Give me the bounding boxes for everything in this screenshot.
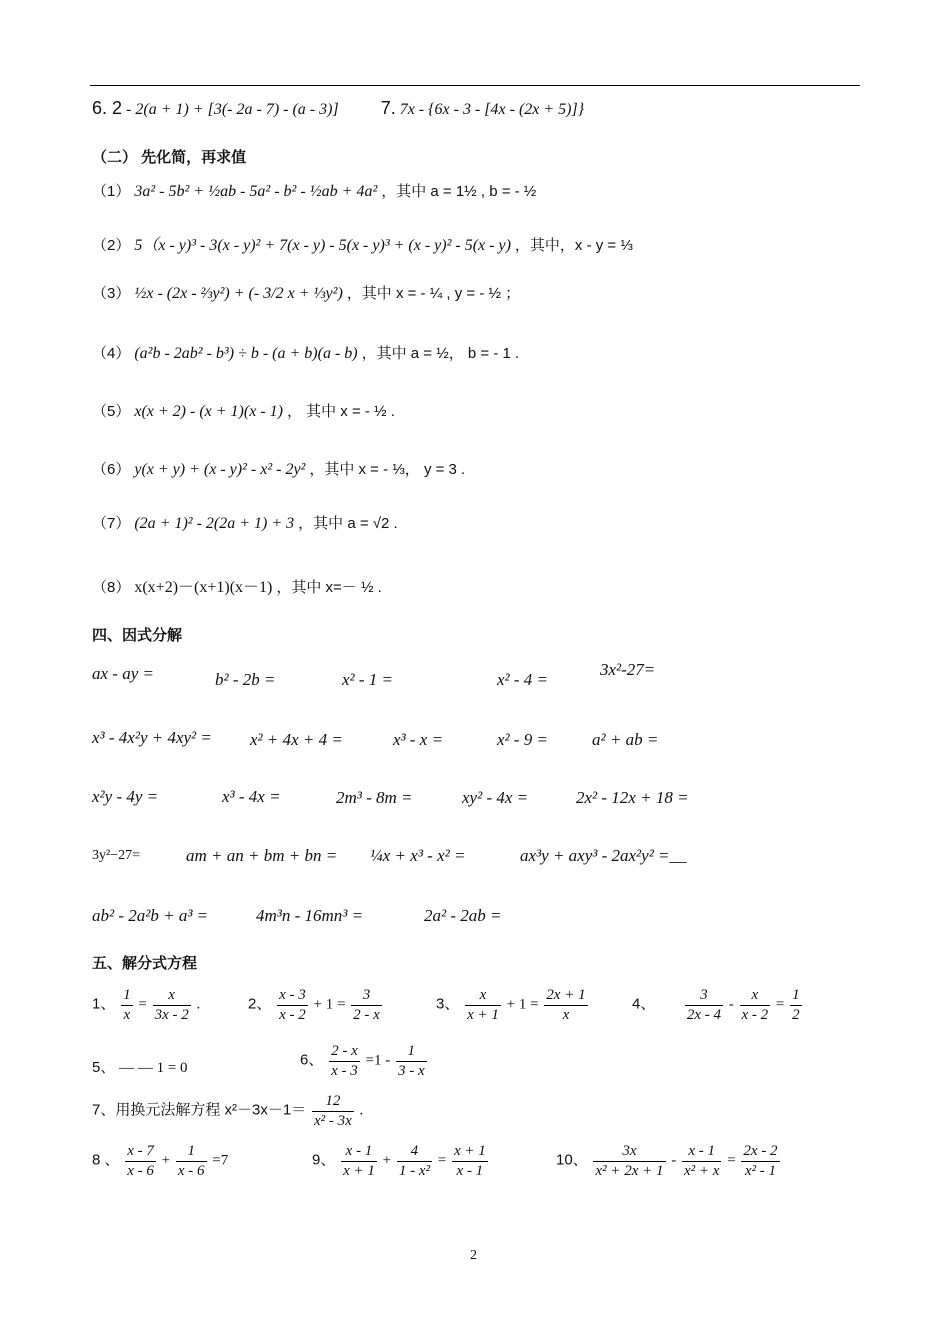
item-label: （6） [92, 461, 131, 478]
denominator: x - 6 [177, 1162, 205, 1179]
numerator: x - 1 [341, 1142, 377, 1162]
problem-6-expression: - 2(a + 1) + [3(- 2a - 7) - (a - 3)] [126, 101, 339, 118]
numerator: x - 7 [125, 1142, 156, 1162]
punctuation: . [196, 996, 201, 1013]
problem-6-label: 6. 2 [92, 98, 123, 118]
item-condition: ，其中 x = - ¼ , y = - ½ ； [346, 285, 521, 302]
numerator: 3 [685, 986, 723, 1006]
factor-item: xy² - 4x = [462, 788, 529, 807]
simplify-item-2 [92, 232, 892, 255]
punctuation: . [359, 1102, 364, 1119]
operator: =1 - [365, 1052, 391, 1069]
numerator: 1 [790, 986, 802, 1006]
numerator: x [740, 986, 771, 1006]
denominator: 2 - x [353, 1006, 380, 1023]
equation-8 [92, 1142, 228, 1181]
item-label: （2） [92, 237, 131, 254]
numerator: x [465, 986, 501, 1006]
simplify-item-6 [92, 458, 892, 479]
factor-item: x³ - 4x = [222, 787, 281, 806]
item-expression: (a²b - 2ab² - b³) ÷ b - (a + b)(a - b) [134, 345, 358, 362]
equation-5 [92, 1056, 188, 1077]
item-condition: ，其中 a = √2 . [298, 515, 398, 532]
item-label: （3） [92, 285, 131, 302]
denominator: x + 1 [343, 1162, 375, 1179]
item-expression: y(x + y) + (x - y)² - x² - 2y² [134, 461, 306, 478]
denominator: x - 1 [456, 1162, 484, 1179]
factor-item: x² - 1 = [342, 670, 394, 689]
item-label: （5） [92, 403, 131, 420]
factor-item: 2a² - 2ab = [424, 906, 502, 925]
operator: + 1 = [313, 996, 346, 1013]
operator: = [437, 1152, 447, 1169]
numerator: 1 [176, 1142, 207, 1162]
equation-1 [92, 986, 200, 1025]
denominator: x - 2 [279, 1006, 306, 1023]
numerator: 4 [397, 1142, 432, 1162]
numerator: x [153, 986, 191, 1006]
factor-item: 2x² - 12x + 18 = [576, 788, 689, 807]
factor-item: 3x²-27= [600, 660, 656, 679]
item-expression: 3a² - 5b² + ½ab - 5a² - b² - ½ab + 4a² [134, 183, 378, 200]
equation-label: 3、 [436, 995, 460, 1013]
denominator: x + 1 [467, 1006, 499, 1023]
item-label: （8） [92, 579, 131, 596]
equation-label: 10、 [556, 1151, 588, 1169]
operator: - [671, 1152, 677, 1169]
item-label: （1） [92, 183, 131, 200]
factor-item: 3y²−27= [92, 848, 140, 863]
equation-9 [312, 1142, 490, 1181]
simplify-item-7 [92, 512, 892, 533]
equation-label: 7、用换元法解方程 x²－3x－1＝ [92, 1101, 307, 1119]
item-condition: ，其中 x=－ ½ . [276, 579, 382, 596]
factor-item: x² - 4 = [497, 670, 549, 689]
numerator: 1 [396, 1042, 427, 1062]
factor-item: ¼x + x³ - x² = [370, 846, 466, 865]
numerator: 12 [312, 1092, 354, 1112]
item-condition: ，其中 x = - ⅓， y = 3 . [309, 461, 466, 478]
factor-item: ax - ay = [92, 664, 154, 683]
operator: = [775, 996, 785, 1013]
simplify-item-1 [92, 180, 892, 201]
denominator: x [562, 1006, 570, 1023]
equation-label: 5、 [92, 1059, 116, 1076]
equation-label: 2、 [248, 995, 272, 1013]
factor-item: x³ - x = [393, 730, 444, 749]
operator: + 1 = [506, 996, 539, 1013]
simplify-item-8 [92, 574, 892, 597]
equation-expression: — — 1 = 0 [119, 1060, 188, 1076]
factor-item: am + an + bm + bn = [186, 846, 338, 865]
item-condition: ，其中 a = ½， b = - 1 . [361, 345, 520, 362]
equation-label: 6、 [300, 1051, 324, 1069]
denominator: x - 6 [127, 1162, 154, 1179]
operator: = [138, 996, 147, 1013]
operator: =7 [212, 1152, 229, 1169]
equation-label: 9、 [312, 1151, 336, 1169]
operator: + [382, 1152, 392, 1169]
denominator: x² + 2x + 1 [595, 1162, 664, 1179]
operator: = [727, 1152, 736, 1169]
denominator: x - 2 [741, 1006, 769, 1023]
factor-item: x² + 4x + 4 = [250, 730, 343, 749]
numerator: x - 1 [682, 1142, 721, 1162]
item-condition: ，其中 a = 1½ , b = - ½ [381, 183, 537, 200]
numerator: 3 [351, 986, 382, 1006]
item-expression: x(x+2)－(x+1)(x－1) [134, 579, 273, 596]
denominator: x² + x [684, 1162, 720, 1179]
problem-6-7-row [92, 98, 892, 119]
factor-item: b² - 2b = [215, 670, 276, 689]
factor-item: 4m³n - 16mn³ = [256, 906, 364, 925]
equation-label: 1、 [92, 995, 116, 1013]
item-condition: ， 其中 x = - ½ . [286, 403, 395, 420]
problem-7-label: 7. [380, 98, 396, 118]
numerator: x - 3 [277, 986, 308, 1006]
factor-item: 2m³ - 8m = [336, 788, 413, 807]
section-factorization-heading: 四、因式分解 [92, 627, 183, 644]
denominator: 1 - x² [398, 1162, 430, 1179]
simplify-item-5 [92, 400, 892, 421]
item-label: （4） [92, 345, 131, 362]
simplify-item-3 [92, 282, 892, 303]
denominator: x [123, 1006, 131, 1023]
denominator: x - 3 [331, 1062, 358, 1079]
factor-item: x² - 9 = [497, 730, 549, 749]
simplify-item-4 [92, 342, 892, 363]
item-expression: ½x - (2x - ⅔y²) + (- 3/2 x + ⅓y²) [134, 285, 343, 302]
page-number: 2 [470, 1248, 477, 1263]
operator: - [728, 996, 734, 1013]
item-expression: (2a + 1)² - 2(2a + 1) + 3 [134, 515, 295, 532]
equation-label: 4、 [632, 995, 656, 1013]
equation-3 [436, 986, 590, 1025]
factor-item: ab² - 2a²b + a³ = [92, 906, 209, 925]
numerator: 2x + 1 [544, 986, 587, 1006]
factor-item: a² + ab = [592, 730, 659, 749]
numerator: x + 1 [452, 1142, 488, 1162]
item-expression: 5（x - y)³ - 3(x - y)² + 7(x - y) - 5(x - y)³ + (x - y)² - 5(x - y) [134, 237, 511, 254]
numerator: 2 - x [329, 1042, 360, 1062]
equation-label: 8 、 [92, 1151, 120, 1169]
equation-10 [556, 1142, 782, 1181]
denominator: 3 - x [397, 1062, 425, 1079]
factor-item: x³ - 4x²y + 4xy² = [92, 728, 212, 747]
section-simplify-heading: （二） 先化简，再求值 [92, 149, 247, 166]
item-label: （7） [92, 515, 131, 532]
operator: + [161, 1152, 171, 1169]
section-fractional-equations-heading: 五、解分式方程 [92, 955, 198, 972]
equation-4 [632, 986, 804, 1025]
denominator: x² - 3x [313, 1112, 352, 1129]
item-condition: ，其中，x - y = ⅓ [514, 237, 633, 254]
denominator: 2 [792, 1006, 800, 1023]
equation-6 [300, 1042, 429, 1081]
equation-2 [248, 986, 384, 1025]
item-expression: x(x + 2) - (x + 1)(x - 1) [134, 403, 283, 420]
problem-7-expression: 7x - {6x - 3 - [4x - (2x + 5)]} [399, 101, 585, 118]
numerator: 2x - 2 [741, 1142, 779, 1162]
numerator: 1 [121, 986, 133, 1006]
denominator: 2x - 4 [686, 1006, 721, 1023]
factor-item: ax³y + axy³ - 2ax²y² =__ [520, 846, 687, 865]
factor-item: x²y - 4y = [92, 787, 159, 806]
denominator: x² - 1 [744, 1162, 777, 1179]
numerator: 3x [593, 1142, 665, 1162]
top-rule [90, 85, 860, 86]
equation-7 [92, 1092, 363, 1131]
denominator: 3x - 2 [154, 1006, 189, 1023]
